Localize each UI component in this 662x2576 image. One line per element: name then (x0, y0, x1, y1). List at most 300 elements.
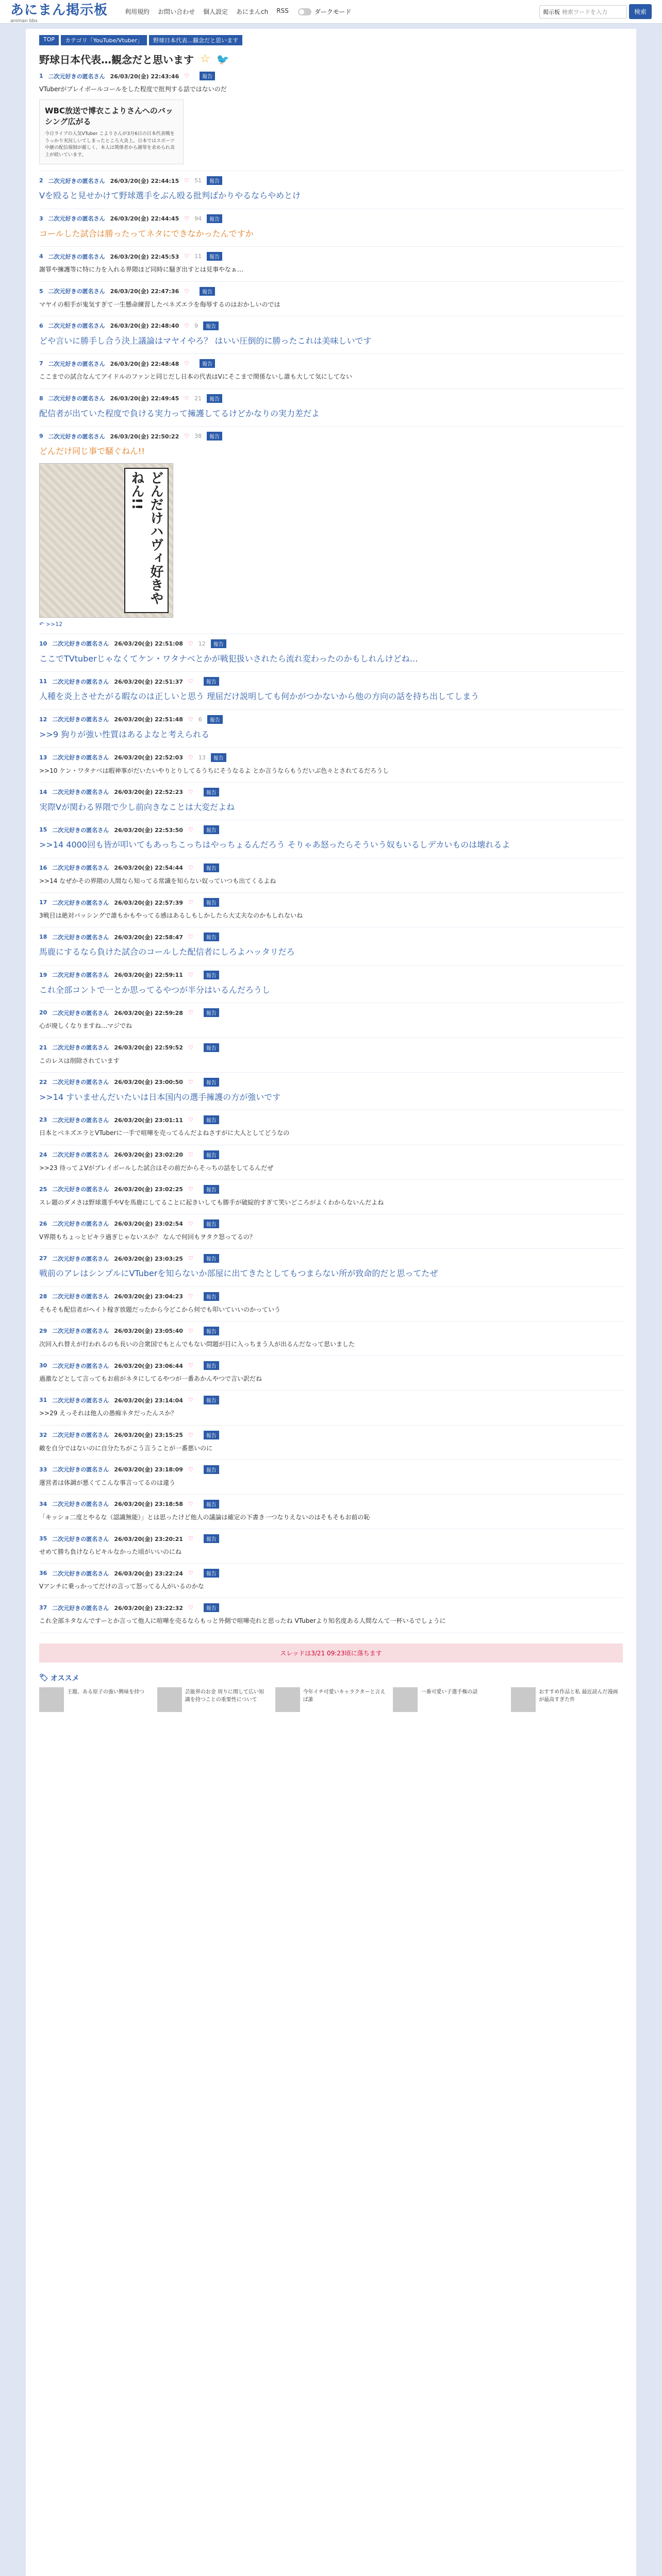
report-button[interactable]: 報告 (204, 1396, 219, 1404)
recommendation-thumbnail[interactable] (157, 1687, 182, 1712)
post-number[interactable]: 14 (39, 788, 47, 795)
report-button[interactable]: 報告 (204, 1292, 219, 1301)
favorite-star-icon[interactable]: ☆ (200, 53, 210, 65)
poster-name: 二次元好きの匿名さん (48, 253, 105, 260)
post-item (39, 282, 623, 316)
post-body: 日本とベネズエラとVTuberに一手で喧嘩を売ってるんだよねさすがに大人としてどうなの (39, 1129, 290, 1137)
thread-expiry-notice: スレッドは3/21 09:23頃に落ちます (39, 1643, 623, 1663)
post-item (39, 1073, 623, 1111)
post-item (39, 1426, 623, 1460)
post-meta (39, 72, 623, 80)
like-count: 94 (194, 215, 202, 222)
image-caption: どんだけハヴィ好きやねん!! (124, 468, 169, 613)
post-number[interactable]: 21 (39, 1044, 47, 1051)
search-scope[interactable]: 掲示板 (542, 8, 560, 15)
post-item (39, 893, 623, 927)
post-body: 戦前のアレはシンプルにVTuberを知らないか部屋に出てきたとしてもつまらない所が致命的だと思ってたぜ (39, 1268, 438, 1279)
report-button[interactable]: 報告 (207, 394, 222, 403)
post-body: >>14 なぜかその界隈の人間なら知ってる常識を知らない奴っていつも出てくるよね (39, 877, 276, 885)
poster-name: 二次元好きの匿名さん (52, 1116, 109, 1124)
report-button[interactable]: 報告 (204, 1569, 219, 1578)
poster-name: 二次元好きの匿名さん (52, 716, 109, 723)
report-button[interactable]: 報告 (211, 639, 226, 648)
thread-title: 野球日本代表…観念だと思います (39, 54, 194, 66)
like-heart-icon[interactable]: ♡ (188, 971, 193, 978)
post-meta (39, 639, 623, 648)
post-date: 26/03/20(金) 22:59:28 (114, 1009, 183, 1016)
twitter-icon[interactable]: 🐦 (216, 53, 229, 65)
post-number[interactable]: 2 (39, 177, 43, 184)
like-count: 13 (198, 754, 206, 761)
post-body: Vを殴ると見せかけて野球選手をぶん殴る批判ばかりやるならやめとけ (39, 191, 301, 201)
like-heart-icon[interactable]: ♡ (188, 1570, 193, 1577)
like-heart-icon[interactable]: ♡ (188, 1466, 193, 1473)
site-logo[interactable] (10, 0, 113, 24)
like-heart-icon[interactable]: ♡ (188, 1500, 193, 1507)
post-item (39, 1110, 623, 1145)
like-heart-icon[interactable]: ♡ (188, 1362, 193, 1369)
post-number[interactable]: 15 (39, 826, 47, 834)
poster-name: 二次元好きの匿名さん (52, 678, 109, 685)
poster-name: 二次元好きの匿名さん (48, 215, 105, 223)
post-number[interactable]: 8 (39, 395, 43, 402)
recommendation-item[interactable] (275, 1687, 387, 1712)
post-meta (39, 863, 623, 872)
report-button[interactable]: 報告 (204, 1500, 219, 1509)
post-item (39, 1145, 623, 1180)
poster-name: 二次元好きの匿名さん (52, 1221, 109, 1228)
post-date: 26/03/20(金) 22:49:45 (110, 395, 179, 402)
poster-name: 二次元好きの匿名さん (52, 640, 109, 648)
search-button[interactable]: 検索 (629, 4, 652, 19)
post-meta (39, 359, 623, 368)
poster-name: 二次元好きの匿名さん (52, 934, 109, 941)
post-item (39, 1564, 623, 1598)
post-item (39, 1391, 623, 1425)
post-meta (39, 825, 623, 834)
post-body: ここまでの試合なんてアイドルのファンと同じだし日本の代表はVにそこまで関係ないし誰も大して気にしてない (39, 373, 352, 381)
post-number[interactable]: 36 (39, 1570, 47, 1577)
post-meta (39, 1396, 623, 1404)
poster-name: 二次元好きの匿名さん (48, 360, 105, 367)
post-number[interactable]: 1 (39, 73, 43, 79)
post-body: >>23 待ってよVがプレイボールした試合はその前だからそっちの話をしてるんだぜ (39, 1164, 274, 1172)
post-number[interactable]: 37 (39, 1604, 47, 1612)
report-button[interactable]: 報告 (204, 1185, 219, 1194)
tag-icon: 🏷 (39, 1673, 48, 1682)
post-body: 3戦目は絶対バッシングで誰もかもやってる感はあるしもしかしたら大丈夫なのかもしれないね (39, 912, 303, 920)
post-list (39, 66, 623, 1633)
post-number[interactable]: 3 (39, 215, 43, 222)
post-meta (39, 753, 623, 762)
poster-name: 二次元好きの匿名さん (52, 1466, 109, 1473)
poster-name: 二次元好きの匿名さん (48, 177, 105, 184)
report-button[interactable]: 報告 (204, 1465, 219, 1474)
like-heart-icon[interactable]: ♡ (188, 1293, 193, 1300)
crumb-category[interactable]: カテゴリ「YouTube/Vtuber」 (61, 35, 147, 45)
like-heart-icon[interactable]: ♡ (188, 1009, 193, 1016)
post-body: そもそも配信者がヘイト稼ぎ放題だったから今どこから何でも叩いていいのかっていう (39, 1306, 281, 1313)
post-meta (39, 1008, 623, 1017)
like-heart-icon[interactable]: ♡ (188, 716, 193, 723)
report-button[interactable]: 報告 (204, 1361, 219, 1370)
report-button[interactable]: 報告 (204, 1327, 219, 1335)
post-item (39, 427, 623, 634)
like-heart-icon[interactable]: ♡ (184, 253, 190, 260)
post-meta (39, 715, 623, 724)
post-meta (39, 1327, 623, 1335)
post-meta (39, 1500, 623, 1509)
post-item (39, 1495, 623, 1529)
report-button[interactable]: 報告 (204, 1219, 219, 1228)
like-heart-icon[interactable]: ♡ (188, 678, 193, 685)
search-input[interactable] (539, 5, 627, 19)
recommendation-item[interactable] (39, 1687, 151, 1712)
poster-name: 二次元好きの匿名さん (52, 1293, 109, 1300)
recommendation-thumbnail[interactable] (511, 1687, 536, 1712)
post-body: スレ題のダメさは野球選手やVを馬鹿にしてることに起きいしても勝手が破綻的すぎて笑いどころがよくわからないんだよね (39, 1198, 384, 1206)
post-item (39, 783, 623, 821)
like-count: 11 (194, 253, 202, 260)
like-heart-icon[interactable]: ♡ (188, 1044, 193, 1051)
post-meta (39, 898, 623, 907)
recommendation-title[interactable]: 今年イチ可愛いキャラクターと言えば誰 (303, 1689, 386, 1703)
like-heart-icon[interactable]: ♡ (188, 1431, 193, 1438)
like-heart-icon[interactable]: ♡ (184, 322, 190, 329)
report-button[interactable]: 報告 (204, 1534, 219, 1543)
post-number[interactable]: 30 (39, 1362, 47, 1369)
post-item (39, 66, 623, 171)
logo-subtext: animan bbs (10, 19, 38, 24)
poster-name: 二次元好きの匿名さん (52, 1009, 109, 1016)
like-heart-icon[interactable]: ♡ (188, 826, 193, 834)
post-item (39, 1003, 623, 1038)
report-button[interactable]: 報告 (204, 677, 219, 686)
like-heart-icon[interactable]: ♡ (188, 788, 193, 795)
like-heart-icon[interactable]: ♡ (184, 433, 190, 440)
post-item (39, 1356, 623, 1391)
nav-animanch[interactable]: あにまんch (236, 8, 269, 15)
report-button[interactable]: 報告 (204, 971, 219, 979)
like-count: 9 (194, 322, 198, 329)
post-date: 26/03/20(金) 22:53:50 (114, 826, 183, 834)
report-button[interactable]: 報告 (204, 1115, 219, 1124)
report-button[interactable]: 報告 (204, 1008, 219, 1017)
recommendation-item[interactable] (157, 1687, 269, 1712)
post-number[interactable]: 27 (39, 1255, 47, 1262)
post-date: 26/03/20(金) 23:02:20 (114, 1151, 183, 1159)
report-button[interactable]: 報告 (204, 1150, 219, 1159)
poster-name: 二次元好きの匿名さん (52, 1397, 109, 1404)
post-body: 敵を自分ではないのに自分たちがこう言うことが一番悪いのに (39, 1444, 213, 1452)
post-body: 運営者は体調が悪くてこんな事言ってるのは違う (39, 1479, 176, 1486)
post-number[interactable]: 17 (39, 899, 47, 906)
post-number[interactable]: 20 (39, 1009, 47, 1016)
like-heart-icon[interactable]: ♡ (188, 1535, 193, 1543)
post-item (39, 1180, 623, 1214)
toggle-knob[interactable] (298, 8, 311, 15)
report-button[interactable]: 報告 (204, 825, 219, 834)
crumb-top[interactable]: TOP (39, 35, 59, 45)
post-meta (39, 1603, 623, 1612)
reply-links[interactable]: ↶ >>12 (39, 620, 63, 628)
post-date: 26/03/20(金) 22:51:08 (114, 640, 183, 648)
report-button[interactable]: 報告 (200, 287, 215, 296)
like-heart-icon[interactable]: ♡ (184, 395, 190, 402)
poster-name: 二次元好きの匿名さん (48, 288, 105, 295)
post-date: 26/03/20(金) 23:00:50 (114, 1079, 183, 1086)
post-number[interactable]: 26 (39, 1220, 47, 1227)
like-count: 51 (194, 177, 202, 184)
report-button[interactable]: 報告 (207, 214, 222, 223)
post-number[interactable]: 4 (39, 253, 43, 260)
post-meta (39, 1569, 623, 1578)
nav-settings[interactable]: 個人設定 (203, 8, 228, 15)
embedded-article[interactable] (39, 99, 184, 164)
post-meta (39, 1150, 623, 1159)
post-date: 26/03/20(金) 22:58:47 (114, 934, 183, 941)
post-meta (39, 788, 623, 796)
recommendation-title[interactable]: 一番可愛い子選手権の話 (421, 1689, 478, 1695)
like-heart-icon[interactable]: ♡ (188, 1397, 193, 1404)
recommendations-title (39, 1673, 623, 1683)
post-number[interactable]: 16 (39, 864, 47, 871)
search-placeholder: 検索ワードを入力 (561, 8, 607, 15)
report-button[interactable]: 報告 (207, 432, 222, 440)
post-body: 「キッショ二度とやるな（認識無能）」とは思ったけど他人の議論は確定の下書き一つなりえないのはそもそもお前の恥 (39, 1513, 370, 1521)
like-heart-icon[interactable]: ♡ (188, 934, 193, 941)
report-button[interactable]: 報告 (204, 1431, 219, 1439)
poster-name: 二次元好きの匿名さん (48, 73, 105, 80)
like-heart-icon[interactable]: ♡ (188, 1116, 193, 1124)
post-number[interactable]: 13 (39, 754, 47, 761)
dark-mode-label: ダークモード (314, 8, 352, 15)
post-body: 配信者が出ていた程度で負ける実力って擁護してるけどかなりの実力差だよ (39, 408, 320, 418)
post-date: 26/03/20(金) 23:22:32 (114, 1604, 183, 1612)
post-number[interactable]: 24 (39, 1151, 47, 1158)
report-button[interactable]: 報告 (204, 1254, 219, 1263)
like-heart-icon[interactable]: ♡ (188, 1220, 193, 1227)
logo-text[interactable]: あにまん掲示板 (10, 3, 108, 18)
post-number[interactable]: 12 (39, 716, 47, 723)
search-bar (539, 4, 652, 19)
like-heart-icon[interactable]: ♡ (184, 215, 190, 222)
post-date: 26/03/20(金) 22:57:39 (114, 899, 183, 906)
recommendation-thumbnail[interactable] (39, 1687, 64, 1712)
report-button[interactable]: 報告 (204, 1078, 219, 1087)
post-meta (39, 1465, 623, 1474)
like-heart-icon[interactable]: ♡ (184, 360, 190, 367)
like-count: 6 (198, 716, 202, 723)
like-heart-icon[interactable]: ♡ (188, 1151, 193, 1158)
post-number[interactable]: 33 (39, 1466, 47, 1473)
post-number[interactable]: 32 (39, 1431, 47, 1438)
like-heart-icon[interactable]: ♡ (188, 1327, 193, 1334)
post-number[interactable]: 6 (39, 322, 43, 329)
post-date: 26/03/20(金) 23:05:40 (114, 1328, 183, 1335)
post-body: 次回入れ替えが行われるのも長いの合衆国でもとんでもない問題が目に入っちまう人が出るんだなって思いました (39, 1340, 355, 1348)
like-heart-icon[interactable]: ♡ (188, 1255, 193, 1262)
post-number[interactable]: 22 (39, 1078, 47, 1086)
post-meta (39, 1043, 623, 1052)
post-item (39, 1249, 623, 1287)
post-item (39, 672, 623, 710)
poster-name: 二次元好きの匿名さん (52, 1044, 109, 1052)
post-body: >>10 ケン・ワタナベは暇神事がだいたいやりとりしてるうちにそうなるよ とか言うならもうだいぶ色々とされてるだろうし (39, 767, 389, 774)
post-body: 心が廃しくなりますね…マジでね (39, 1022, 133, 1030)
like-heart-icon[interactable]: ♡ (188, 864, 193, 871)
poster-name: 二次元好きの匿名さん (52, 1501, 109, 1508)
site-header (0, 0, 662, 24)
post-item (39, 820, 623, 858)
poster-name: 二次元好きの匿名さん (48, 323, 105, 330)
poster-name: 二次元好きの匿名さん (52, 972, 109, 979)
poster-name: 二次元好きの匿名さん (48, 433, 105, 440)
post-body: V界隈もちょっとピキラ過ぎじゃないスか？ なんで何回もヲタク怒ってるの？ (39, 1233, 256, 1241)
post-meta (39, 1219, 623, 1228)
post-meta (39, 214, 623, 223)
post-number[interactable]: 35 (39, 1535, 47, 1543)
post-item (39, 1038, 623, 1073)
post-date: 26/03/20(金) 22:48:40 (110, 323, 179, 330)
post-meta (39, 677, 623, 686)
post-date: 26/03/20(金) 22:48:48 (110, 360, 179, 367)
report-button[interactable]: 報告 (207, 252, 222, 261)
dark-mode-toggle[interactable] (298, 7, 352, 16)
report-button[interactable]: 報告 (204, 1043, 219, 1052)
post-item (39, 710, 623, 748)
post-meta (39, 1254, 623, 1263)
report-button[interactable]: 報告 (200, 72, 215, 80)
recommendation-thumbnail[interactable] (275, 1687, 300, 1712)
recommendation-title[interactable]: 主題、ある原子の強い興味を持つ (67, 1689, 144, 1695)
post-number[interactable]: 11 (39, 678, 47, 685)
report-button[interactable]: 報告 (211, 753, 226, 762)
like-heart-icon[interactable]: ♡ (188, 899, 193, 906)
post-body: >>14 4000回も皆が叩いてもあっちこっちはやっちょるんだろう そりゃあ怒ったらそういう奴もいるしデカいものは壊れるよ (39, 840, 510, 850)
post-date: 26/03/20(金) 23:18:58 (114, 1501, 183, 1508)
post-body: これ全部ネタなんですーとか言って他人に喧嘩を売るならもっと外側で喧嘩売れと思ったね VTuberより知名度ある人間なんて一杯いるでしょうに (39, 1617, 446, 1625)
poster-name: 二次元好きの匿名さん (52, 1186, 109, 1193)
like-count: 12 (198, 640, 206, 647)
poster-name: 二次元好きの匿名さん (52, 1362, 109, 1369)
recommendation-title[interactable]: おすすめ作品と私 最近読んだ漫画が最高すぎた件 (539, 1689, 618, 1703)
post-date: 26/03/20(金) 23:14:04 (114, 1397, 183, 1404)
post-number[interactable]: 18 (39, 934, 47, 941)
nav-terms[interactable]: 利用規約 (125, 8, 150, 15)
like-heart-icon[interactable]: ♡ (188, 1078, 193, 1086)
like-heart-icon[interactable]: ♡ (188, 1185, 193, 1193)
post-item (39, 1287, 623, 1321)
post-body: 過激などとして言ってもお前がネタにしてるやつが一番あかんやつで言い訳だね (39, 1375, 262, 1383)
post-meta (39, 1115, 623, 1124)
report-button[interactable]: 報告 (204, 898, 219, 907)
post-number[interactable]: 29 (39, 1327, 47, 1334)
poster-name: 二次元好きの匿名さん (48, 395, 105, 402)
poster-name: 二次元好きの匿名さん (52, 1255, 109, 1262)
post-number[interactable]: 5 (39, 287, 43, 295)
report-button[interactable]: 報告 (204, 788, 219, 796)
post-body: ここでTVtuberじゃなくてケン・ワタナベとかが戦犯扱いされたら流れ変わったのかもしれんけどね… (39, 653, 418, 664)
post-meta (39, 1078, 623, 1087)
post-date: 26/03/20(金) 22:52:23 (114, 789, 183, 796)
like-heart-icon[interactable]: ♡ (188, 754, 193, 761)
recommendation-title[interactable]: 芸能界のお金 周りに関して広い知識を持つことの重要性について (185, 1689, 264, 1703)
post-meta (39, 971, 623, 979)
poster-name: 二次元好きの匿名さん (52, 1432, 109, 1438)
like-heart-icon[interactable]: ♡ (188, 1604, 193, 1612)
like-heart-icon[interactable]: ♡ (188, 640, 193, 647)
report-button[interactable]: 報告 (204, 933, 219, 941)
post-number[interactable]: 23 (39, 1116, 47, 1124)
post-body: どんだけ同じ事で騒ぐねん!! (39, 446, 145, 456)
recommendation-item[interactable] (393, 1687, 505, 1712)
post-number[interactable]: 25 (39, 1185, 47, 1193)
post-number[interactable]: 10 (39, 640, 47, 647)
nav-contact[interactable]: お問い合わせ (158, 8, 195, 15)
breadcrumb (39, 35, 623, 45)
post-meta (39, 933, 623, 941)
nav-rss[interactable]: RSS (276, 7, 289, 14)
post-meta (39, 1431, 623, 1439)
post-item (39, 247, 623, 281)
thread-title-row (39, 52, 623, 66)
poster-name: 二次元好きの匿名さん (52, 1535, 109, 1543)
report-button[interactable]: 報告 (200, 359, 215, 368)
poster-name: 二次元好きの匿名さん (52, 826, 109, 834)
report-button[interactable]: 報告 (204, 863, 219, 872)
post-date: 26/03/20(金) 23:02:25 (114, 1186, 183, 1193)
article-text: 今日ライブの人気VTuber こよりさんが3月6日の日本代表戦をうっかり実況しいてしまったところ大炎上。日本ではスポーツ中継の配信規制が厳しく、本人は関係者から謝罪を求められ炎上が続いています。 (45, 131, 175, 158)
post-number[interactable]: 9 (39, 433, 43, 440)
post-number[interactable]: 19 (39, 971, 47, 978)
report-button[interactable]: 報告 (207, 715, 223, 724)
post-date: 26/03/20(金) 22:45:53 (110, 253, 179, 260)
post-body: 馬鹿にするなら負けた試合のコールした配信者にしろよハッタリだろ (39, 947, 295, 957)
post-item (39, 927, 623, 965)
report-button[interactable]: 報告 (204, 1603, 219, 1612)
like-heart-icon[interactable]: ♡ (184, 177, 190, 184)
post-meta (39, 321, 623, 330)
recommendation-item[interactable] (511, 1687, 623, 1712)
post-image[interactable] (39, 463, 173, 618)
post-item (39, 171, 623, 209)
crumb-thread[interactable]: 野球日本代表…観念だと思います (149, 35, 242, 45)
post-body: >>9 狗りが強い性質はあるよなと考えられる (39, 729, 210, 739)
report-button[interactable]: 報告 (203, 321, 219, 330)
post-meta (39, 432, 623, 440)
post-meta (39, 1292, 623, 1301)
post-number[interactable]: 7 (39, 360, 43, 367)
post-date: 26/03/20(金) 22:51:37 (114, 678, 183, 685)
post-body: Vアンチに乗っかってだけの言って怒ってる人がいるのかな (39, 1583, 204, 1590)
post-number[interactable]: 28 (39, 1293, 47, 1300)
poster-name: 二次元好きの匿名さん (52, 1151, 109, 1159)
post-item (39, 1529, 623, 1564)
post-date: 26/03/20(金) 22:54:44 (114, 865, 183, 872)
post-item (39, 354, 623, 388)
recommendation-thumbnail[interactable] (393, 1687, 418, 1712)
report-button[interactable]: 報告 (207, 176, 222, 185)
like-heart-icon[interactable]: ♡ (184, 287, 190, 295)
post-body: コールした試合は勝ったってネタにできなかったんですか (39, 228, 254, 239)
post-date: 26/03/20(金) 23:15:25 (114, 1432, 183, 1438)
post-number[interactable]: 34 (39, 1500, 47, 1507)
post-meta (39, 394, 623, 403)
post-number[interactable]: 31 (39, 1397, 47, 1404)
like-heart-icon[interactable]: ♡ (184, 73, 190, 79)
article-title[interactable]: WBC放送で博衣こよりさんへのバッシング広がる (45, 106, 173, 127)
